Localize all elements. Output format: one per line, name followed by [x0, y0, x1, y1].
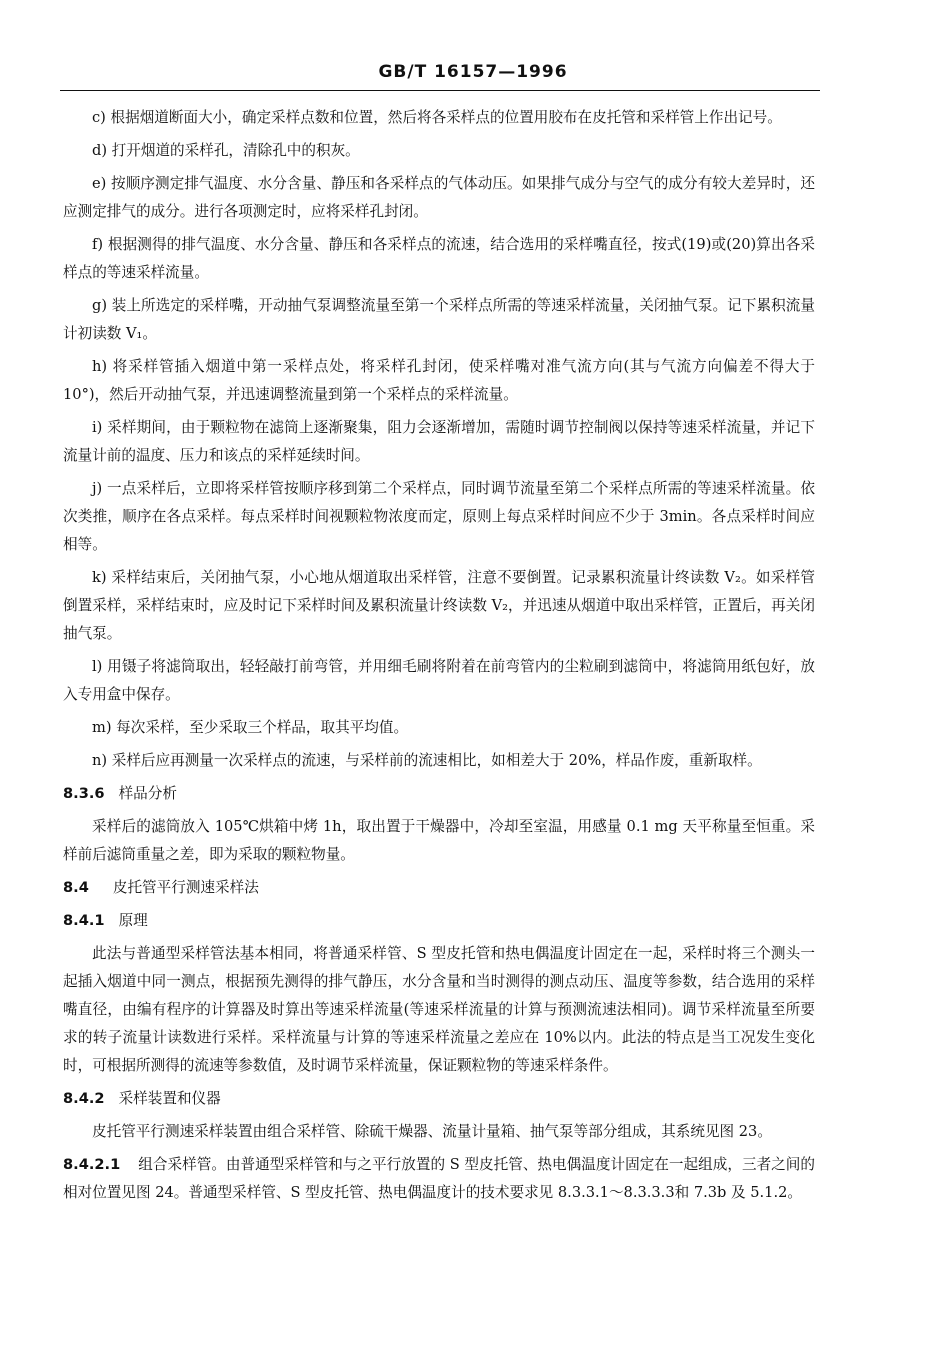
section-title: 样品分析 — [118, 785, 177, 802]
standard-number-header: GB/T 16157—1996 — [378, 62, 568, 82]
document-body — [63, 104, 815, 1212]
paragraph: 此法与普通型采样管法基本相同，将普通采样管、S 型皮托管和热电偶温度计固定在一起，采样时将三个测头一起插入烟道中同一测点，根据预先测得的排气静压，水分含量和当时测得的测点动压、温度等参数，结合选用的采样嘴直径，由编有程序的计算器及时算出等速采样流量(等速采样流量的计算与预测流速法相同)。调节采样流量至所要求的转子流量计读数进行采样。采样流量与计算的等速采样流量之差应在 10%以内。此法的特点是当工况发生变化时，可根据所测得的流速等参数值，及时调节采样流量，保证颗粒物的等速采样条件。 — [63, 945, 815, 1074]
paragraph: f) 根据测得的排气温度、水分含量、静压和各采样点的流速，结合选用的采样嘴直径，按式(19)或(20)算出各采样点的等速采样流量。 — [63, 236, 815, 281]
section-title: 采样装置和仪器 — [118, 1090, 221, 1107]
paragraph: l) 用镊子将滤筒取出，轻轻敲打前弯管，并用细毛刷将附着在前弯管内的尘粒刷到滤筒中，将滤筒用纸包好，放入专用盒中保存。 — [63, 658, 815, 703]
subsection-paragraph — [63, 1151, 815, 1207]
paragraph: i) 采样期间，由于颗粒物在滤筒上逐渐聚集，阻力会逐渐增加，需随时调节控制阀以保持等速采样流量，并记下流量计前的温度、压力和该点的采样延续时间。 — [63, 419, 815, 464]
paragraph: j) 一点采样后，立即将采样管按顺序移到第二个采样点，同时调节流量至第二个采样点所需的等速采样流量。依次类推，顺序在各点采样。每点采样时间视颗粒物浓度而定，原则上每点采样时间应不少于 3min。各点采样时间应相等。 — [63, 480, 815, 553]
paragraph: m) 每次采样，至少采取三个样品，取其平均值。 — [92, 719, 409, 736]
paragraph: c) 根据烟道断面大小，确定采样点数和位置，然后将各采样点的位置用胶布在皮托管和采样管上作出记号。 — [92, 109, 782, 126]
paragraph: d) 打开烟道的采样孔，清除孔中的积灰。 — [92, 142, 360, 159]
section-heading — [63, 907, 815, 935]
paragraph: 皮托管平行测速采样装置由组合采样管、除硫干燥器、流量计量箱、抽气泵等部分组成，其系统见图 23。 — [92, 1123, 772, 1140]
section-title: 皮托管平行测速采样法 — [112, 879, 259, 896]
section-number: 8.4.1 — [63, 912, 105, 929]
paragraph: n) 采样后应再测量一次采样点的流速，与采样前的流速相比，如相差大于 20%，样品作废，重新取样。 — [92, 752, 762, 769]
paragraph: 采样后的滤筒放入 105℃烘箱中烤 1h，取出置于干燥器中，冷却至室温，用感量 0.1 mg 天平称量至恒重。采样前后滤筒重量之差，即为采取的颗粒物量。 — [63, 818, 815, 863]
subsection-number: 8.4.2.1 — [63, 1156, 121, 1173]
section-heading — [63, 874, 815, 902]
paragraph: g) 装上所选定的采样嘴，开动抽气泵调整流量至第一个采样点所需的等速采样流量，关闭抽气泵。记下累积流量计初读数 V₁。 — [63, 297, 815, 342]
section-title: 原理 — [118, 912, 148, 929]
header-rule — [60, 90, 820, 91]
paragraph: k) 采样结束后，关闭抽气泵，小心地从烟道取出采样管，注意不要倒置。记录累积流量计终读数 V₂。如采样管倒置采样，采样结束时，应及时记下采样时间及累积流量计终读数 V₂，并迅速从烟道中取出采样管，正置后，再关闭抽气泵。 — [63, 569, 815, 642]
section-heading — [63, 1085, 815, 1113]
paragraph: h) 将采样管插入烟道中第一采样点处，将采样孔封闭，使采样嘴对准气流方向(其与气流方向偏差不得大于 10°)，然后开动抽气泵，并迅速调整流量到第一个采样点的采样流量。 — [63, 358, 815, 403]
section-number: 8.3.6 — [63, 785, 105, 802]
subsection-text: 组合采样管。由普通型采样管和与之平行放置的 S 型皮托管、热电偶温度计固定在一起组成，三者之间的相对位置见图 24。普通型采样管、S 型皮托管、热电偶温度计的技术要求见 8.3.3.1～8.3.3.3和 7.3b 及 5.1.2。 — [63, 1156, 815, 1201]
section-number: 8.4 — [63, 879, 89, 896]
section-number: 8.4.2 — [63, 1090, 105, 1107]
section-heading — [63, 780, 815, 808]
paragraph: e) 按顺序测定排气温度、水分含量、静压和各采样点的气体动压。如果排气成分与空气的成分有较大差异时，还应测定排气的成分。进行各项测定时，应将采样孔封闭。 — [63, 175, 815, 220]
